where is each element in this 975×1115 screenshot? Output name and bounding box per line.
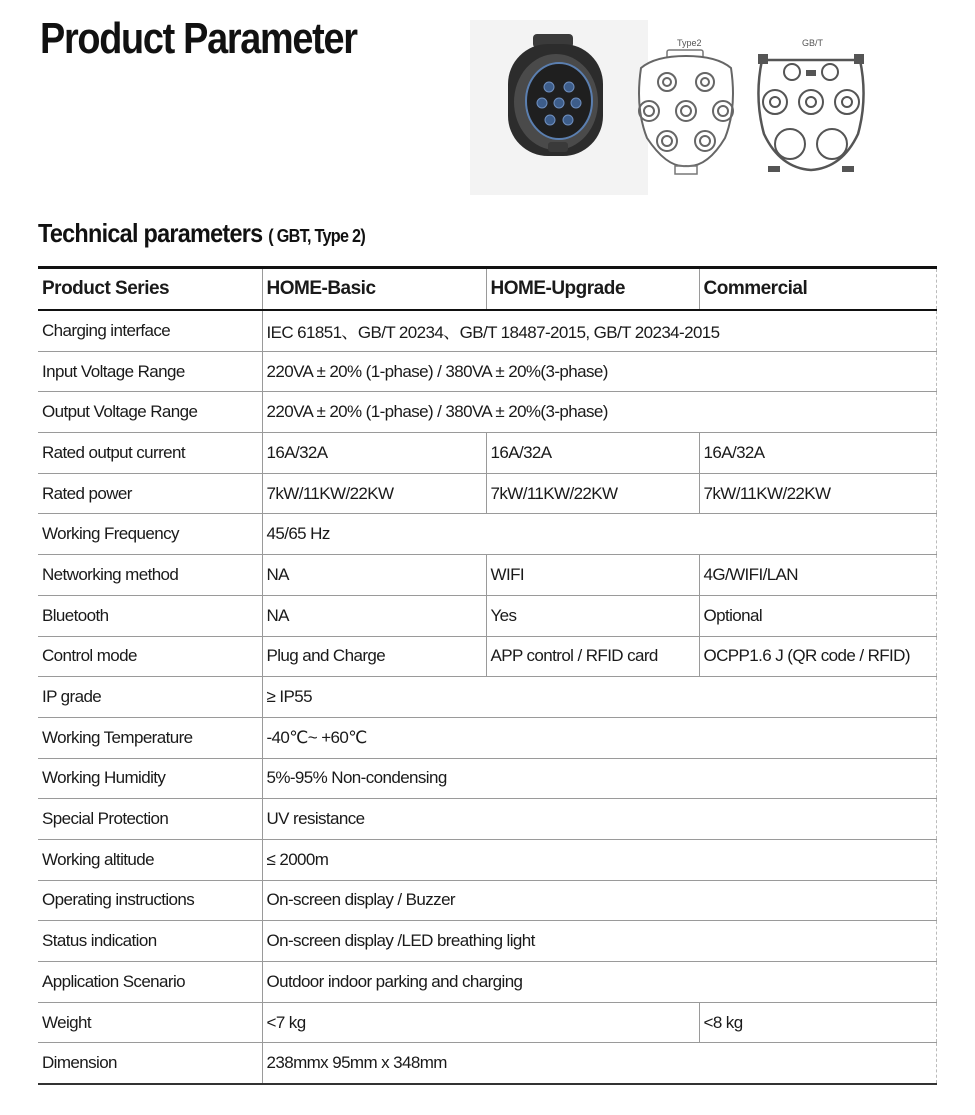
row-label: Application Scenario: [38, 962, 262, 1003]
row-value: 5%-95% Non-condensing: [262, 758, 936, 799]
row-label: Status indication: [38, 921, 262, 962]
row-label: Weight: [38, 1002, 262, 1043]
row-value: NA: [262, 595, 486, 636]
section-title-note: ( GBT, Type 2): [268, 226, 366, 246]
row-label: Dimension: [38, 1043, 262, 1084]
row-value: On-screen display / Buzzer: [262, 880, 936, 921]
row-label: Rated power: [38, 473, 262, 514]
row-label: Bluetooth: [38, 595, 262, 636]
row-value: <8 kg: [699, 1002, 936, 1043]
gbt-label: GB/T: [802, 38, 824, 48]
row-value: NA: [262, 555, 486, 596]
parameters-table: [38, 266, 937, 1085]
row-label: Networking method: [38, 555, 262, 596]
row-value: 16A/32A: [486, 433, 699, 474]
row-value: APP control / RFID card: [486, 636, 699, 677]
table-row: [38, 351, 936, 392]
row-value: 4G/WIFI/LAN: [699, 555, 936, 596]
table-row: [38, 880, 936, 921]
row-value: 7kW/11KW/22KW: [262, 473, 486, 514]
row-label: Working Temperature: [38, 717, 262, 758]
row-value: 45/65 Hz: [262, 514, 936, 555]
row-value: <7 kg: [262, 1002, 699, 1043]
row-value: Optional: [699, 595, 936, 636]
type2-connector-diagram-icon: [627, 38, 745, 178]
row-label: Output Voltage Range: [38, 392, 262, 433]
header-cell-home-basic: HOME-Basic: [262, 268, 486, 311]
row-label: Control mode: [38, 636, 262, 677]
header-cell-product-series: Product Series: [38, 268, 262, 311]
row-value: 7kW/11KW/22KW: [699, 473, 936, 514]
table-row: [38, 677, 936, 718]
table-row: [38, 392, 936, 433]
row-value: ≥ IP55: [262, 677, 936, 718]
table-row: [38, 636, 936, 677]
header-cell-commercial: Commercial: [699, 268, 936, 311]
page-title: Product Parameter: [40, 14, 357, 63]
row-value: UV resistance: [262, 799, 936, 840]
table-row: [38, 1043, 936, 1084]
row-value: Yes: [486, 595, 699, 636]
parameters-table-body: [38, 268, 936, 1085]
row-label: Input Voltage Range: [38, 351, 262, 392]
table-row: [38, 473, 936, 514]
row-value: 220VA ± 20% (1-phase) / 380VA ± 20%(3-phase): [262, 392, 936, 433]
table-row: [38, 433, 936, 474]
row-value: 7kW/11KW/22KW: [486, 473, 699, 514]
table-row: [38, 555, 936, 596]
row-value: -40℃~ +60℃: [262, 717, 936, 758]
row-value: WIFI: [486, 555, 699, 596]
row-label: Charging interface: [38, 310, 262, 351]
row-value: IEC 61851、GB/T 20234、GB/T 18487-2015, GB/T 20234-2015: [262, 310, 936, 351]
table-row: [38, 595, 936, 636]
row-value: 238mmx 95mm x 348mm: [262, 1043, 936, 1084]
row-value: 16A/32A: [699, 433, 936, 474]
gbt-connector-diagram-icon: [750, 38, 872, 178]
ev-socket-photo-icon: [470, 20, 648, 195]
table-row: [38, 717, 936, 758]
table-header-row: [38, 268, 936, 311]
table-row: [38, 514, 936, 555]
table-row: [38, 758, 936, 799]
type2-label: Type2: [677, 38, 702, 48]
row-value: 220VA ± 20% (1-phase) / 380VA ± 20%(3-phase): [262, 351, 936, 392]
row-label: Operating instructions: [38, 880, 262, 921]
table-row: [38, 921, 936, 962]
table-row: [38, 1002, 936, 1043]
row-value: ≤ 2000m: [262, 839, 936, 880]
table-row: [38, 962, 936, 1003]
row-value: 16A/32A: [262, 433, 486, 474]
row-label: Working Frequency: [38, 514, 262, 555]
connector-images: [470, 20, 880, 195]
row-label: Working altitude: [38, 839, 262, 880]
section-title: [38, 218, 365, 249]
table-row: [38, 839, 936, 880]
row-value: On-screen display /LED breathing light: [262, 921, 936, 962]
row-value: OCPP1.6 J (QR code / RFID): [699, 636, 936, 677]
table-row: [38, 310, 936, 351]
row-label: Special Protection: [38, 799, 262, 840]
row-label: Working Humidity: [38, 758, 262, 799]
section-title-main: Technical parameters: [38, 218, 263, 248]
header-cell-home-upgrade: HOME-Upgrade: [486, 268, 699, 311]
table-row: [38, 799, 936, 840]
row-value: Plug and Charge: [262, 636, 486, 677]
row-value: Outdoor indoor parking and charging: [262, 962, 936, 1003]
row-label: IP grade: [38, 677, 262, 718]
row-label: Rated output current: [38, 433, 262, 474]
